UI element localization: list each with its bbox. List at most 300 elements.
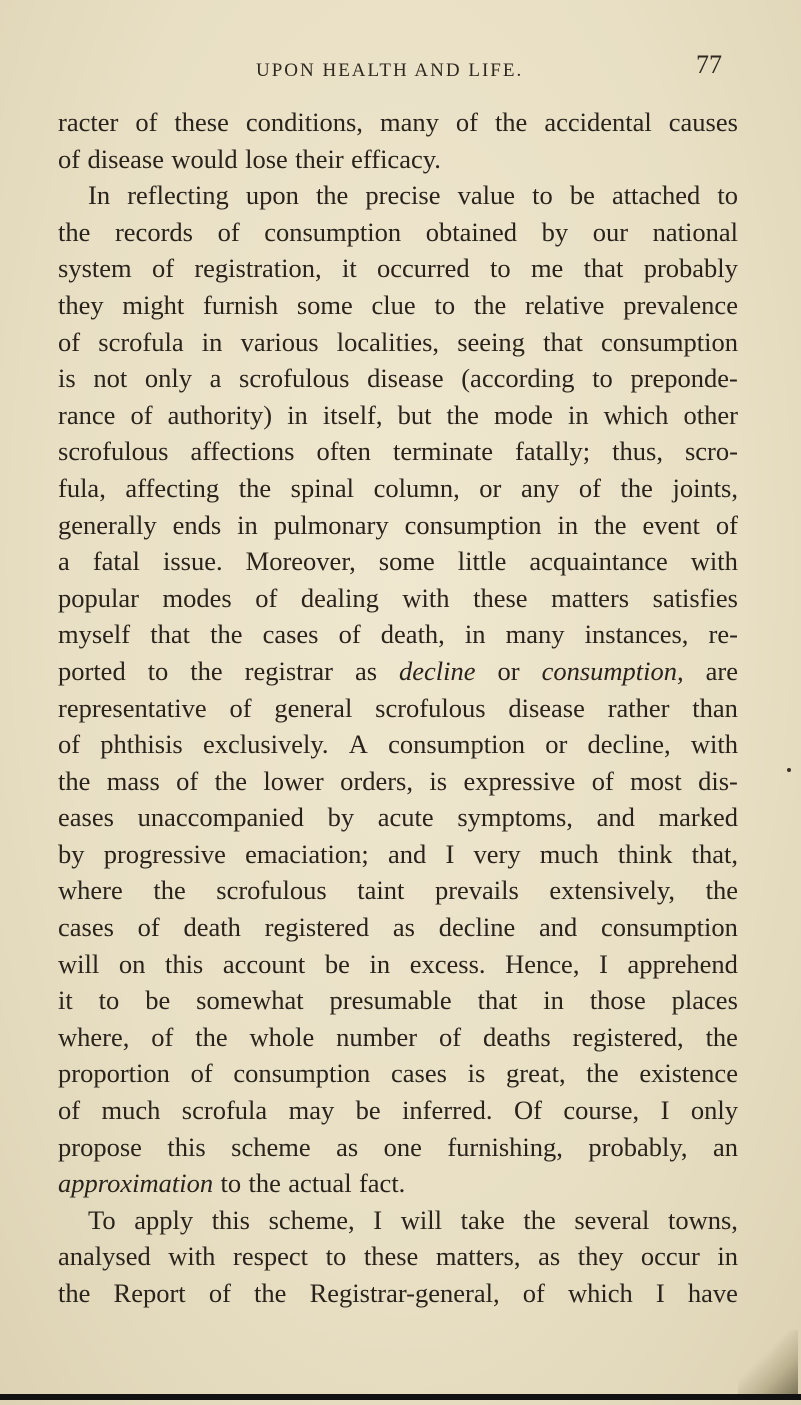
word: the bbox=[248, 1168, 281, 1199]
word: occur bbox=[640, 1241, 700, 1272]
word: accidental bbox=[544, 107, 652, 137]
word: mode bbox=[494, 399, 553, 430]
text-line bbox=[58, 726, 738, 763]
word: a bbox=[209, 363, 222, 394]
word: fatal bbox=[92, 546, 140, 577]
word: much bbox=[539, 838, 599, 869]
word: consumption bbox=[600, 912, 738, 943]
word: in bbox=[557, 509, 579, 540]
running-head: UPON HEALTH AND LIFE. bbox=[256, 60, 524, 81]
word: of bbox=[338, 619, 361, 650]
word: cases bbox=[390, 1058, 447, 1089]
word: will bbox=[58, 948, 100, 979]
word: itself, bbox=[322, 399, 383, 430]
word: which bbox=[603, 399, 669, 430]
word: deaths bbox=[482, 1021, 551, 1052]
word: this bbox=[164, 948, 204, 979]
word: will bbox=[400, 1204, 442, 1235]
page-corner-smudge bbox=[738, 1330, 798, 1394]
word: records bbox=[114, 216, 193, 247]
text-line bbox=[58, 1238, 738, 1275]
word: little bbox=[457, 546, 507, 577]
word: decline bbox=[399, 655, 476, 686]
word: instances, bbox=[584, 619, 689, 650]
word: extensively, bbox=[549, 875, 676, 906]
word: other bbox=[683, 399, 738, 430]
word: somewhat bbox=[196, 985, 304, 1016]
word: mass bbox=[106, 765, 160, 796]
word: often bbox=[316, 436, 371, 467]
word: symptoms, bbox=[457, 802, 573, 833]
word: scrofulous bbox=[58, 436, 169, 467]
word: many bbox=[379, 107, 439, 137]
word: of bbox=[439, 1021, 462, 1052]
word: the bbox=[446, 399, 479, 430]
word: the bbox=[195, 1021, 228, 1052]
word: of bbox=[578, 472, 601, 503]
word: satisfies bbox=[652, 582, 738, 613]
word: apprehend bbox=[627, 948, 738, 979]
text-line bbox=[58, 946, 738, 983]
word: I bbox=[599, 948, 608, 979]
word: or bbox=[479, 472, 502, 503]
word: fula, bbox=[58, 472, 106, 503]
word: these bbox=[174, 107, 229, 137]
word: the bbox=[238, 472, 272, 503]
word: account bbox=[222, 948, 306, 979]
word: of bbox=[455, 107, 478, 137]
word: these bbox=[473, 582, 528, 613]
word: Of bbox=[513, 1095, 542, 1126]
word: column, bbox=[373, 472, 460, 503]
word: lose bbox=[245, 143, 288, 174]
word: progressive bbox=[103, 838, 226, 869]
word: actual bbox=[288, 1168, 352, 1199]
word: only bbox=[144, 363, 192, 394]
text-line bbox=[58, 141, 738, 178]
word: value bbox=[457, 180, 515, 211]
word: precise bbox=[365, 180, 441, 211]
text-line bbox=[58, 799, 738, 836]
word: in bbox=[464, 619, 486, 650]
word: analysed bbox=[58, 1241, 151, 1272]
word: affecting bbox=[125, 472, 220, 503]
word: generally bbox=[58, 509, 157, 540]
word: rather bbox=[607, 692, 670, 723]
word: system bbox=[58, 253, 132, 284]
word: than bbox=[692, 692, 738, 723]
word: to bbox=[147, 655, 169, 686]
word: as bbox=[392, 912, 415, 943]
word: the bbox=[58, 216, 91, 247]
word: eases bbox=[58, 802, 114, 833]
word: registered bbox=[264, 912, 370, 943]
word: registered, bbox=[572, 1021, 684, 1052]
text-line bbox=[58, 507, 738, 544]
word: as bbox=[538, 1241, 561, 1272]
word: the bbox=[58, 1278, 91, 1308]
word: authority) bbox=[167, 399, 273, 430]
text-line bbox=[58, 250, 738, 287]
word: whole bbox=[249, 1021, 315, 1052]
word: myself bbox=[58, 619, 131, 650]
word: the bbox=[705, 1021, 738, 1052]
word: in bbox=[287, 399, 308, 430]
word: number bbox=[336, 1021, 418, 1052]
word: to bbox=[490, 253, 511, 284]
word: the bbox=[315, 180, 349, 211]
word: those bbox=[589, 985, 646, 1016]
text-line bbox=[58, 214, 738, 251]
word: that bbox=[477, 985, 518, 1016]
word: the bbox=[594, 509, 627, 540]
word: be bbox=[145, 985, 171, 1016]
word: of bbox=[130, 399, 153, 430]
text-line bbox=[58, 872, 738, 909]
word: of bbox=[229, 692, 252, 723]
word: the bbox=[210, 619, 243, 650]
word: the bbox=[58, 765, 91, 796]
text-line bbox=[58, 1165, 738, 1202]
word: popular bbox=[58, 582, 139, 613]
word: ported bbox=[58, 655, 126, 686]
word: of bbox=[135, 107, 158, 137]
word: issue. bbox=[162, 546, 223, 577]
text-line bbox=[58, 543, 738, 580]
word: thus, bbox=[612, 436, 663, 467]
word: preponde- bbox=[630, 363, 738, 394]
word: several bbox=[574, 1204, 650, 1235]
word: many bbox=[505, 619, 565, 650]
word: and bbox=[596, 802, 635, 833]
word: their bbox=[295, 143, 344, 174]
word: and bbox=[538, 912, 578, 943]
word: not bbox=[93, 363, 128, 394]
body-text bbox=[58, 104, 738, 1312]
word: scrofula bbox=[181, 1095, 268, 1126]
word: national bbox=[652, 216, 738, 247]
text-line bbox=[58, 1202, 738, 1239]
word: modes bbox=[162, 582, 232, 613]
word: excess. bbox=[409, 948, 486, 979]
word: unaccompanied bbox=[137, 802, 304, 833]
word: the bbox=[523, 1204, 556, 1235]
word: event bbox=[642, 509, 700, 540]
word: seeing bbox=[457, 326, 525, 357]
text-line bbox=[58, 287, 738, 324]
word: this bbox=[167, 1131, 206, 1162]
word: places bbox=[671, 985, 738, 1016]
word: or bbox=[497, 655, 520, 686]
word: any bbox=[520, 472, 560, 503]
word: a bbox=[58, 546, 70, 577]
word: an bbox=[712, 1131, 738, 1162]
word: in bbox=[567, 399, 589, 430]
word: only bbox=[690, 1095, 738, 1126]
word: scro- bbox=[684, 436, 738, 467]
word: of bbox=[176, 765, 199, 796]
word: course, bbox=[563, 1095, 640, 1126]
word: terminate bbox=[392, 436, 494, 467]
word: Moreover, bbox=[245, 546, 356, 577]
word: inferred. bbox=[402, 1095, 493, 1126]
word: propose bbox=[58, 1131, 142, 1162]
word: that bbox=[583, 253, 624, 284]
word: existence bbox=[639, 1058, 738, 1089]
word: of bbox=[208, 1278, 231, 1308]
text-line bbox=[58, 616, 738, 653]
word: re- bbox=[708, 619, 738, 650]
word: racter bbox=[58, 107, 119, 137]
word: dis- bbox=[698, 765, 738, 796]
word: the bbox=[153, 875, 186, 906]
word: of bbox=[58, 1095, 81, 1126]
word: it bbox=[58, 985, 73, 1016]
word: cases bbox=[262, 619, 319, 650]
word: consumption bbox=[233, 1058, 371, 1089]
text-line bbox=[58, 397, 738, 434]
word: as bbox=[354, 655, 378, 686]
word: most bbox=[630, 765, 682, 796]
word: with bbox=[690, 546, 738, 577]
word: some bbox=[296, 289, 353, 320]
word: probably, bbox=[588, 1131, 688, 1162]
word: presumable bbox=[329, 985, 452, 1016]
text-line bbox=[58, 653, 738, 690]
word: scrofulous bbox=[239, 363, 350, 394]
word: consumption bbox=[388, 729, 526, 760]
word: be bbox=[324, 948, 350, 979]
word: attached bbox=[611, 180, 701, 211]
word: that bbox=[150, 619, 190, 650]
word: much bbox=[101, 1095, 161, 1126]
word: consumption, bbox=[541, 655, 684, 686]
word: to bbox=[220, 1168, 242, 1199]
word: the bbox=[705, 875, 738, 906]
word: the bbox=[620, 472, 653, 503]
word: in bbox=[237, 509, 258, 540]
text-line bbox=[58, 763, 738, 800]
word: the bbox=[214, 765, 247, 796]
word: reflecting bbox=[127, 180, 229, 211]
text-line bbox=[58, 324, 738, 361]
word: in bbox=[201, 326, 223, 357]
word: fatally; bbox=[515, 436, 591, 467]
word: rance bbox=[58, 399, 116, 430]
word: Registrar-general, bbox=[309, 1278, 500, 1308]
word: relative bbox=[524, 289, 605, 320]
word: of bbox=[137, 912, 160, 943]
word: pulmonary bbox=[273, 509, 389, 540]
word: ends bbox=[172, 509, 222, 540]
word: approximation bbox=[58, 1168, 214, 1199]
word: matters bbox=[551, 582, 630, 613]
word: I bbox=[373, 1204, 383, 1235]
word: scrofulous bbox=[375, 692, 486, 723]
word: are bbox=[705, 655, 738, 686]
text-line bbox=[58, 1275, 738, 1312]
word: to bbox=[98, 985, 120, 1016]
text-line bbox=[58, 104, 738, 141]
page-bottom-edge bbox=[0, 1394, 801, 1400]
word: of bbox=[190, 1058, 213, 1089]
word: conditions, bbox=[245, 107, 363, 137]
word: scrofula bbox=[98, 326, 184, 357]
word: towns, bbox=[667, 1204, 738, 1235]
word: the bbox=[586, 1058, 619, 1089]
text-line bbox=[58, 1019, 738, 1056]
word: dealing bbox=[300, 582, 379, 613]
word: great, bbox=[506, 1058, 566, 1089]
word: occurred bbox=[377, 253, 470, 284]
word: to bbox=[717, 180, 738, 211]
word: acute bbox=[377, 802, 434, 833]
word: to bbox=[434, 289, 456, 320]
word: (according bbox=[461, 363, 575, 394]
word: be bbox=[569, 180, 595, 211]
word: it bbox=[341, 253, 357, 284]
text-line bbox=[58, 982, 738, 1019]
word: of bbox=[217, 216, 240, 247]
text-line bbox=[58, 690, 738, 727]
word: these bbox=[363, 1241, 419, 1272]
word: of bbox=[151, 253, 175, 284]
word: consumption bbox=[264, 216, 402, 247]
word: the bbox=[190, 655, 223, 686]
word: clue bbox=[371, 289, 416, 320]
text-line bbox=[58, 909, 738, 946]
word: the bbox=[473, 289, 507, 320]
word: consumption bbox=[404, 509, 542, 540]
word: may bbox=[288, 1095, 335, 1126]
word: upon bbox=[245, 180, 299, 211]
word: our bbox=[592, 216, 629, 247]
text-line bbox=[58, 360, 738, 397]
word: with bbox=[402, 582, 450, 613]
word: proportion bbox=[58, 1058, 170, 1089]
word: expressive bbox=[463, 765, 576, 796]
word: they bbox=[577, 1241, 624, 1272]
word: matters, bbox=[435, 1241, 521, 1272]
word: furnish bbox=[203, 289, 279, 320]
word: to bbox=[592, 363, 613, 394]
word: taint bbox=[357, 875, 405, 906]
text-line bbox=[58, 836, 738, 873]
word: registration, bbox=[194, 253, 322, 284]
word: various bbox=[240, 326, 319, 357]
word: furnishing, bbox=[447, 1131, 563, 1162]
word: orders, bbox=[340, 765, 413, 796]
text-line bbox=[58, 177, 738, 214]
word: with bbox=[168, 1241, 216, 1272]
word: they bbox=[58, 289, 104, 320]
word: joints, bbox=[672, 472, 738, 503]
word: apply bbox=[134, 1204, 194, 1235]
word: of bbox=[151, 1021, 174, 1052]
word: of bbox=[255, 582, 278, 613]
word: by bbox=[541, 216, 569, 247]
word: but bbox=[397, 399, 432, 430]
word: be bbox=[355, 1095, 381, 1126]
word: Report bbox=[113, 1278, 186, 1308]
word: consumption bbox=[601, 326, 738, 357]
margin-mark bbox=[787, 768, 791, 772]
word: is bbox=[467, 1058, 486, 1089]
word: prevalence bbox=[623, 289, 738, 320]
word: general bbox=[274, 692, 353, 723]
word: is bbox=[58, 363, 76, 394]
word: acquaintance bbox=[529, 546, 668, 577]
word: respect bbox=[233, 1241, 309, 1272]
text-line bbox=[58, 470, 738, 507]
word: the bbox=[494, 107, 528, 137]
word: probably bbox=[643, 253, 738, 284]
word: A bbox=[348, 729, 368, 760]
word: efficacy. bbox=[351, 143, 441, 174]
word: this bbox=[211, 1204, 250, 1235]
word: In bbox=[88, 180, 111, 211]
word: of bbox=[522, 1278, 545, 1308]
word: which bbox=[568, 1278, 633, 1308]
word: would bbox=[171, 143, 238, 174]
word: fact. bbox=[358, 1168, 406, 1199]
word: of bbox=[715, 509, 738, 540]
word: obtained bbox=[425, 216, 517, 247]
word: exclusively. bbox=[202, 729, 329, 760]
word: I bbox=[445, 838, 455, 869]
word: some bbox=[378, 546, 435, 577]
word: where, bbox=[58, 1021, 130, 1052]
word: of bbox=[58, 326, 81, 357]
word: Hence, bbox=[505, 948, 580, 979]
word: where bbox=[58, 875, 123, 906]
word: of bbox=[58, 143, 81, 174]
word: on bbox=[118, 948, 146, 979]
word: cases bbox=[58, 912, 114, 943]
text-line bbox=[58, 580, 738, 617]
word: I bbox=[655, 1278, 665, 1308]
word: the bbox=[254, 1278, 287, 1308]
word: decline, bbox=[587, 729, 671, 760]
word: of bbox=[58, 729, 81, 760]
word: phthisis bbox=[100, 729, 183, 760]
word: death, bbox=[380, 619, 445, 650]
word: in bbox=[717, 1241, 738, 1272]
word: affections bbox=[190, 436, 295, 467]
word: and bbox=[387, 838, 427, 869]
word: prevails bbox=[434, 875, 519, 906]
word: To bbox=[88, 1204, 116, 1235]
word: causes bbox=[668, 107, 738, 137]
word: with bbox=[690, 729, 738, 760]
page-number: 77 bbox=[696, 50, 722, 79]
word: in bbox=[369, 948, 391, 979]
word: in bbox=[543, 985, 564, 1016]
word: one bbox=[383, 1131, 422, 1162]
word: to bbox=[532, 180, 553, 211]
word: spinal bbox=[290, 472, 354, 503]
text-line bbox=[58, 1129, 738, 1166]
word: localities, bbox=[336, 326, 440, 357]
word: scheme bbox=[231, 1131, 311, 1162]
word: think bbox=[617, 838, 673, 869]
word: death bbox=[183, 912, 241, 943]
word: I bbox=[660, 1095, 670, 1126]
word: emaciation; bbox=[245, 838, 369, 869]
word: that, bbox=[691, 838, 738, 869]
word: take bbox=[460, 1204, 505, 1235]
word: decline bbox=[438, 912, 516, 943]
